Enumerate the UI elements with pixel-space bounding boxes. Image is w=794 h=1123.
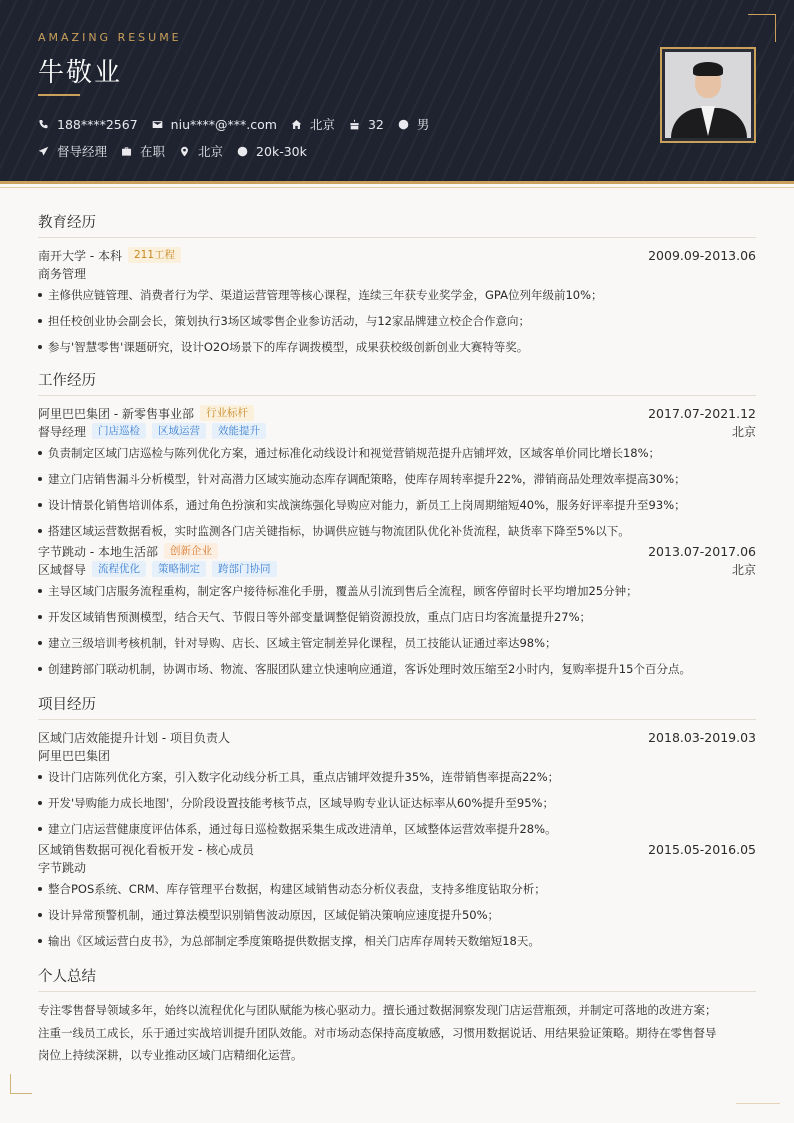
project-bullets	[38, 876, 756, 954]
corner-ornament	[748, 14, 776, 42]
list-item: 整合POS系统、CRM、库存管理平台数据，构建区域销售动态分析仪表盘，支持多维度钻取分析；	[38, 876, 756, 902]
cake-icon	[349, 119, 360, 130]
intent-city-info	[179, 142, 223, 160]
profile-photo	[665, 52, 751, 138]
contact-row	[38, 115, 443, 133]
project-entry	[38, 840, 756, 954]
project-date: 2015.05-2016.05	[648, 841, 756, 857]
project-org	[38, 858, 756, 876]
resume-eyebrow: AMAZING RESUME	[38, 31, 182, 44]
skill-tag: 跨部门协同	[212, 561, 277, 577]
project-date: 2018.03-2019.03	[648, 729, 756, 745]
skill-tag: 门店巡检	[92, 423, 146, 439]
project-entry	[38, 728, 756, 842]
section-title: 工作经历	[38, 369, 756, 396]
list-item: 输出《区域运营白皮书》，为总部制定季度策略提供数据支撑，相关门店库存周转天数缩短18天。	[38, 928, 756, 954]
job-head	[38, 542, 756, 560]
list-item: 设计门店陈列优化方案，引入数字化动线分析工具，重点店铺坪效提升35%，连带销售率提高22%；	[38, 764, 756, 790]
candidate-name: 牛敬业	[38, 58, 123, 88]
mail-icon	[152, 119, 163, 130]
gender-info	[398, 115, 430, 133]
skill-tag: 效能提升	[212, 423, 266, 439]
gender-text: 男	[416, 117, 430, 132]
education-section	[38, 211, 756, 360]
list-item: 建立门店销售漏斗分析模型，针对高潜力区域实施动态库存调配策略，使库存周转率提升22%，滞销商品处理效率提高30%；	[38, 466, 756, 492]
email-text: niu****@***.com	[170, 116, 277, 132]
section-title: 个人总结	[38, 965, 756, 992]
briefcase-icon	[121, 146, 132, 157]
status-info	[121, 142, 165, 160]
major	[38, 264, 756, 282]
summary-line: 注重一线员工成长，乐于通过实战培训提升团队效能。对市场动态保持高度敏感，习惯用数据说话、用结果验证策略。期待在零售督导	[38, 1025, 717, 1040]
list-item: 参与'智慧零售'课题研究，设计O2O场景下的库存调拨模型，成果获校级创新创业大赛特等奖。	[38, 334, 756, 360]
company-tag: 创新企业	[164, 543, 218, 559]
job-date: 2013.07-2017.06	[648, 543, 756, 559]
money-icon	[237, 146, 248, 157]
section-title: 教育经历	[38, 211, 756, 238]
name-underline	[38, 94, 80, 96]
intent-position-text: 督导经理	[57, 144, 108, 159]
list-item: 设计异常预警机制，通过算法模型识别销售波动原因，区域促销决策响应速度提升50%；	[38, 902, 756, 928]
section-title: 项目经历	[38, 693, 756, 720]
residence-info	[291, 115, 335, 133]
intent-position-info	[38, 142, 107, 160]
residence-text: 北京	[309, 117, 335, 132]
age-text: 32	[367, 116, 384, 132]
location-pin-icon	[179, 146, 190, 157]
school-name: 南开大学 - 本科	[38, 248, 122, 263]
major-text: 商务管理	[38, 266, 87, 281]
education-date: 2009.09-2013.06	[648, 247, 756, 263]
company-name: 字节跳动 - 本地生活部	[38, 544, 158, 559]
salary-text: 20k-30k	[256, 143, 307, 159]
company-name: 阿里巴巴集团 - 新零售事业部	[38, 406, 194, 421]
work-section	[38, 369, 756, 682]
age-info	[349, 117, 384, 132]
project-name: 区域销售数据可视化看板开发 - 核心成员	[38, 842, 254, 857]
summary-line: 专注零售督导领域多年，始终以流程优化与团队赋能为核心驱动力。擅长通过数据洞察发现门店运营瓶颈，并制定可落地的改进方案；	[38, 1003, 717, 1017]
header-divider	[0, 187, 794, 188]
skill-tag: 区域运营	[152, 423, 206, 439]
home-icon	[291, 119, 302, 130]
list-item: 主修供应链管理、消费者行为学、渠道运营管理等核心课程，连续三年获专业奖学金，GPA位列年级前10%；	[38, 282, 756, 308]
profile-photo-frame	[660, 47, 756, 143]
list-item: 开发区域销售预测模型，结合天气、节假日等外部变量调整促销资源投放，重点门店日均客流量提升27%；	[38, 604, 756, 630]
skill-tag: 策略制定	[152, 561, 206, 577]
salary-info	[237, 144, 307, 159]
school-tag: 211工程	[128, 247, 181, 263]
list-item: 开发'导购能力成长地图'，分阶段设置技能考核节点，区域导购专业认证达标率从60%提升至95%；	[38, 790, 756, 816]
job-bullets	[38, 578, 756, 682]
list-item: 设计情景化销售培训体系，通过角色扮演和实战演练强化导购应对能力，新员工上岗周期缩短40%，服务好评率提升至93%；	[38, 492, 756, 518]
project-head	[38, 840, 756, 858]
job-bullets	[38, 440, 756, 544]
project-head	[38, 728, 756, 746]
company-tag: 行业标杆	[200, 405, 254, 421]
list-item: 创建跨部门联动机制，协调市场、物流、客服团队建立快速响应通道，客诉处理时效压缩至2小时内，复购率提升15个百分点。	[38, 656, 756, 682]
projects-section	[38, 693, 756, 954]
project-org	[38, 746, 756, 764]
summary-section	[38, 965, 756, 1067]
job-head	[38, 404, 756, 422]
status-text: 在职	[140, 144, 166, 159]
phone-icon	[38, 119, 49, 130]
skill-tag: 流程优化	[92, 561, 146, 577]
project-org-text: 阿里巴巴集团	[38, 748, 111, 763]
job-role-row	[38, 560, 756, 578]
education-bullets	[38, 282, 756, 360]
job-role: 区域督导	[38, 562, 87, 577]
summary-text	[38, 999, 756, 1067]
job-role: 督导经理	[38, 424, 87, 439]
education-entry-head	[38, 246, 756, 264]
footer-rule	[736, 1103, 780, 1104]
job-entry	[38, 404, 756, 544]
list-item: 担任校创业协会副会长，策划执行3场区域零售企业参访活动，与12家品牌建立校企合作意向；	[38, 308, 756, 334]
job-role-row	[38, 422, 756, 440]
job-location: 北京	[731, 562, 756, 577]
list-item: 建立三级培训考核机制，针对导购、店长、区域主管定制差异化课程，员工技能认证通过率达98%；	[38, 630, 756, 656]
email-info	[152, 117, 277, 132]
list-item: 负责制定区域门店巡检与陈列优化方案，通过标准化动线设计和视觉营销规范提升店铺坪效，区域客单价同比增长18%；	[38, 440, 756, 466]
job-date: 2017.07-2021.12	[648, 405, 756, 421]
send-icon	[38, 146, 49, 157]
job-location: 北京	[731, 424, 756, 439]
gender-icon	[398, 119, 409, 130]
phone-info	[38, 117, 138, 132]
list-item: 建立门店运营健康度评估体系，通过每日巡检数据采集生成改进清单，区域整体运营效率提升28%。	[38, 816, 756, 842]
job-intent-row	[38, 142, 321, 160]
phone-text: 188****2567	[57, 116, 138, 132]
list-item: 主导区域门店服务流程重构，制定客户接待标准化手册，覆盖从引流到售后全流程，顾客停留时长平均增加25分钟；	[38, 578, 756, 604]
intent-city-text: 北京	[198, 144, 224, 159]
project-name: 区域门店效能提升计划 - 项目负责人	[38, 730, 230, 745]
job-entry	[38, 542, 756, 682]
corner-ornament	[10, 1074, 32, 1094]
list-item: 搭建区域运营数据看板，实时监测各门店关键指标，协调供应链与物流团队优化补货流程，缺货率下降至5%以下。	[38, 518, 756, 544]
project-org-text: 字节跳动	[38, 860, 87, 875]
summary-line: 岗位上持续深耕，以专业推动区域门店精细化运营。	[38, 1048, 303, 1062]
project-bullets	[38, 764, 756, 842]
